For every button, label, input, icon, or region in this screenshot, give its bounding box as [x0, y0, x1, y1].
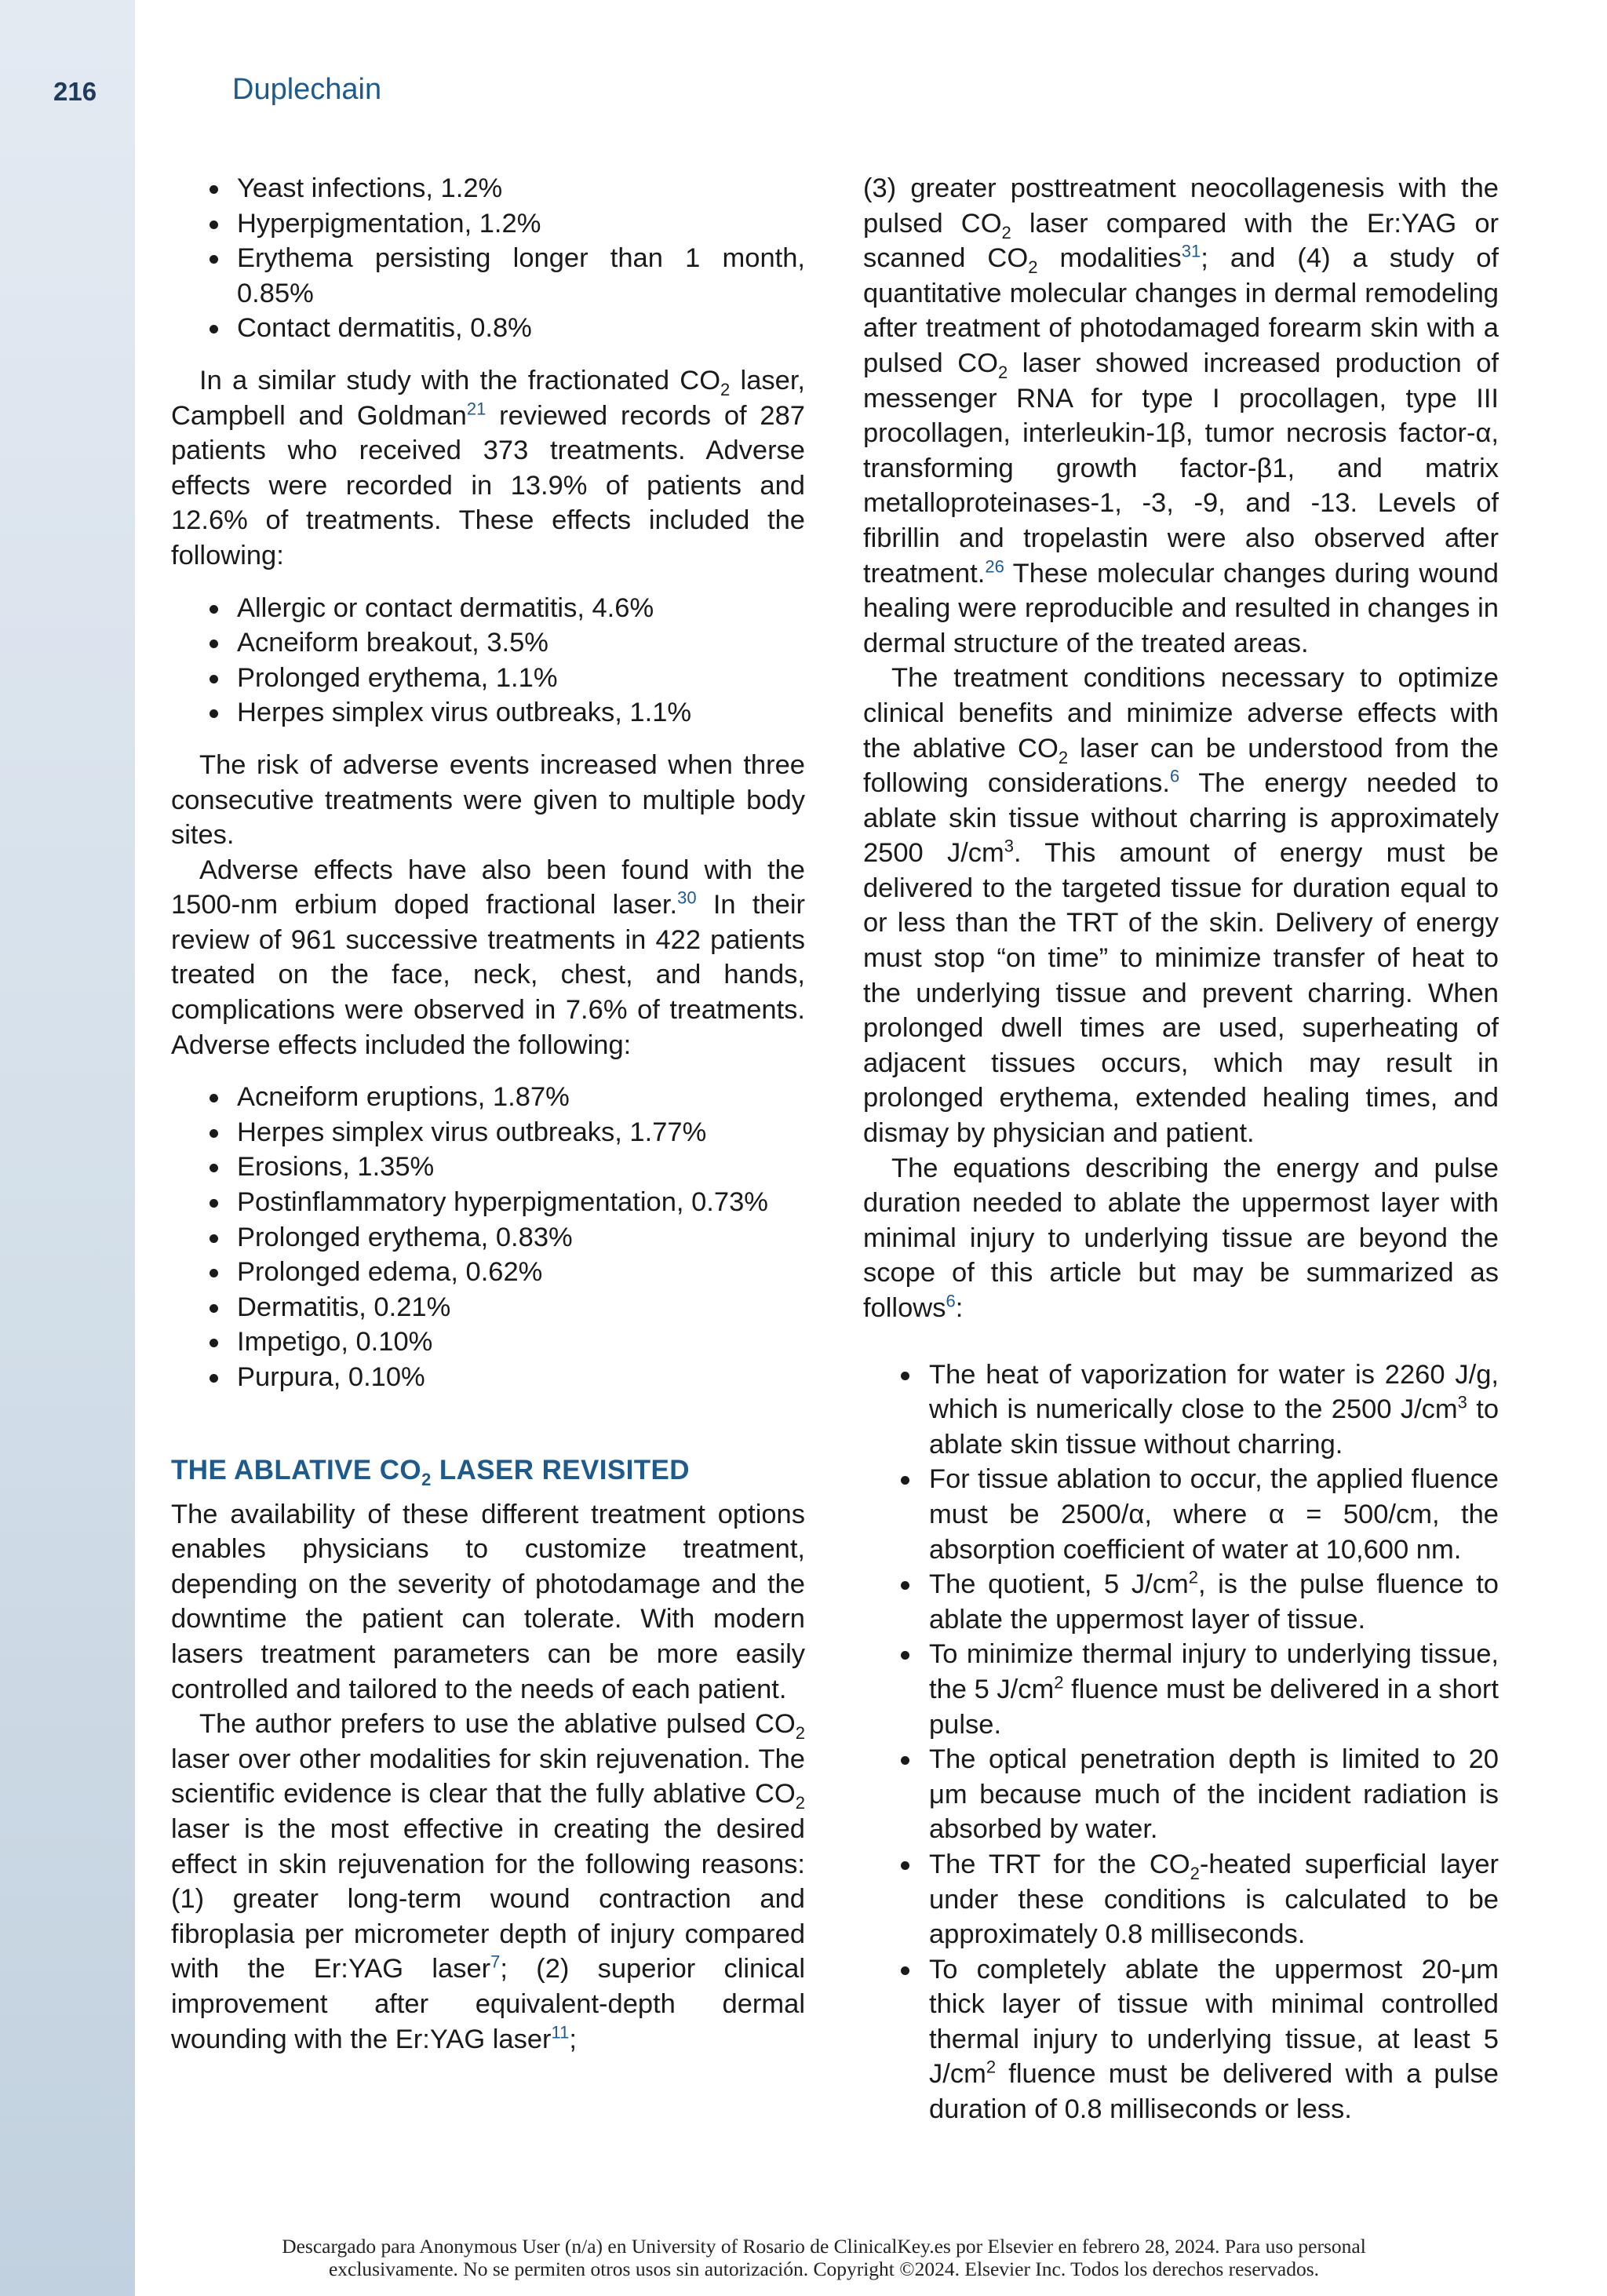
- side-color-strip: [0, 0, 135, 2296]
- complications-list-3: [171, 1080, 805, 1394]
- list-item: Prolonged edema, 0.62%: [171, 1255, 805, 1290]
- list-item: Contact dermatitis, 0.8%: [171, 311, 805, 346]
- list-item: Herpes simplex virus outbreaks, 1.1%: [171, 695, 805, 731]
- list-item: Erosions, 1.35%: [171, 1150, 805, 1185]
- list-item: The optical penetration depth is limited to 20 μm because much of the incident radiation is absorbed by water.: [863, 1742, 1499, 1847]
- list-item: To minimize thermal injury to underlying tissue, the 5 $J/cm^2$ fluence must be delivered in a short pulse.: [863, 1637, 1499, 1742]
- paragraph-author-prefers: The author prefers to use the ablative pulsed $CO_2$ laser over other modalities for skin rejuvenation. The scientific evidence is clear that the fully ablative $CO_2$ laser is the most effective in creating the desired effect in skin rejuvenation for the following reasons: (1) greater long-term wound contraction and fibroplasia per micrometer depth of injury compared with the Er:YAG laser$^7$; (2) superior clinical improvement after equivalent-depth dermal wounding with the Er:YAG laser$^{11}$;: [171, 1709, 806, 2054]
- list-item: The TRT for the $CO_2$-heated superficial layer under these conditions is calculated to be approximately 0.8 milliseconds.: [863, 1847, 1499, 1952]
- citation-link[interactable]: 21: [466, 399, 486, 419]
- list-item: Erythema persisting longer than 1 month, 0.85%: [171, 241, 805, 311]
- citation-link[interactable]: 6: [946, 1291, 956, 1311]
- citation-link[interactable]: 30: [677, 887, 697, 908]
- page-number: 216: [53, 77, 97, 106]
- right-column: [863, 171, 1499, 2127]
- running-head-author: Duplechain: [232, 73, 382, 106]
- complications-list-2: [171, 591, 805, 731]
- left-column: [171, 171, 805, 2057]
- download-notice-footer: [118, 2235, 1530, 2280]
- paragraph-reasons-continued: (3) greater posttreatment neocollagenesis with the pulsed $CO_2$ laser compared with the Er:YAG or scanned $CO_2$ modalities$^{31}$; and (4) a study of quantitative molecular changes in dermal remodeling after treatment of photodamaged forearm skin with a pulsed $CO_2$ laser showed increased production of messenger RNA for type I procollagen, type III procollagen, interleukin-1β, tumor necrosis factor-α, transforming growth factor-β1, and matrix metalloproteinases-1, -3, -9, and -13. Levels of fibrillin and tropelastin were also observed after treatment.$^{26}$ These molecular changes during wound healing were reproducible and resulted in changes in dermal structure of the treated areas.: [863, 173, 1500, 658]
- citation-link[interactable]: 26: [985, 556, 1004, 577]
- list-item: Impetigo, 0.10%: [171, 1325, 805, 1360]
- paragraph-risk: The risk of adverse events increased when three consecutive treatments were given to multiple body sites.: [171, 749, 805, 851]
- energy-considerations-list: [863, 1358, 1499, 2127]
- citation-link[interactable]: 6: [1169, 766, 1180, 786]
- citation-link[interactable]: 7: [490, 1952, 501, 1972]
- footer-line: exclusivamente. No se permiten otros usos sin autorización. Copyright ©2024. Elsevier Inc. Todos los derechos reservados.: [328, 2258, 1320, 2280]
- list-item: Postinflammatory hyperpigmentation, 0.73%: [171, 1185, 805, 1220]
- list-item: Prolonged erythema, 1.1%: [171, 661, 805, 696]
- list-item: Allergic or contact dermatitis, 4.6%: [171, 591, 805, 626]
- list-item: Acneiform breakout, 3.5%: [171, 625, 805, 661]
- complications-list-1: [171, 171, 805, 346]
- paragraph-treatment-options: The availability of these different treatment options enables physicians to customize treatment, depending on the severity of photodamage and the downtime the patient can tolerate. With modern lasers treatment parameters can be more easily controlled and tailored to the needs of each patient.: [171, 1499, 805, 1704]
- list-item: Yeast infections, 1.2%: [171, 171, 805, 206]
- paragraph-erbium: Adverse effects have also been found with the 1500-nm erbium doped fractional laser.$^{30}$ In their review of 961 successive treatments in 422 patients treated on the face, neck, chest, and hands, complications were observed in 7.6% of treatments. Adverse effects included the following:: [171, 855, 806, 1060]
- list-item: For tissue ablation to occur, the applied fluence must be 2500/α, where α = 500/cm, the absorption coefficient of water at 10,600 nm.: [863, 1462, 1499, 1567]
- list-item: To completely ablate the uppermost 20-μm thick layer of tissue with minimal controlled thermal injury to underlying tissue, at least 5 $J/cm^2$ fluence must be delivered with a pulse duration of 0.8 milliseconds or less.: [863, 1952, 1499, 2127]
- list-item: Acneiform eruptions, 1.87%: [171, 1080, 805, 1115]
- paragraph-treatment-conditions: The treatment conditions necessary to optimize clinical benefits and minimize adverse effects with the ablative $CO_2$ laser can be understood from the following considerations.$^6$ The energy needed to ablate skin tissue without charring is approximately 2500 $J/cm^3$. This amount of energy must be delivered to the targeted tissue for duration equal to or less than the TRT of the skin. Delivery of energy must stop “on time” to minimize transfer of heat to the underlying tissue and prevent charring. When prolonged dwell times are used, superheating of adjacent tissues occurs, which may result in prolonged erythema, extended healing times, and dismay by physician and patient.: [863, 663, 1499, 1149]
- paragraph-campbell-goldman: In a similar study with the fractionated $CO_2$ laser, Campbell and Goldman$^{21}$ reviewed records of 287 patients who received 373 treatments. Adverse effects were recorded in 13.9% of patients and 12.6% of treatments. These effects included the following:: [171, 365, 805, 570]
- list-item: Purpura, 0.10%: [171, 1360, 805, 1395]
- list-item: The heat of vaporization for water is 2260 J/g, which is numerically close to the 2500 $J/cm^3$ to ablate skin tissue without charring.: [863, 1358, 1499, 1463]
- list-item: Prolonged erythema, 0.83%: [171, 1220, 805, 1256]
- paragraph-equations: The equations describing the energy and pulse duration needed to ablate the uppermost layer with minimal injury to underlying tissue are beyond the scope of this article but may be summarized as follows$^6$:: [863, 1153, 1499, 1323]
- section-heading: THE ABLATIVE $CO_2$ LASER REVISITED: [171, 1454, 690, 1489]
- citation-link[interactable]: 11: [551, 2022, 570, 2042]
- list-item: The quotient, 5 $J/cm^2$, is the pulse fluence to ablate the uppermost layer of tissue.: [863, 1567, 1499, 1637]
- list-item: Dermatitis, 0.21%: [171, 1290, 805, 1325]
- list-item: Hyperpigmentation, 1.2%: [171, 206, 805, 242]
- list-item: Herpes simplex virus outbreaks, 1.77%: [171, 1115, 805, 1150]
- footer-line: Descargado para Anonymous User (n/a) en University of Rosario de ClinicalKey.es por Elsevier en febrero 28, 2024. Para uso personal: [282, 2235, 1366, 2258]
- citation-link[interactable]: 31: [1181, 241, 1201, 261]
